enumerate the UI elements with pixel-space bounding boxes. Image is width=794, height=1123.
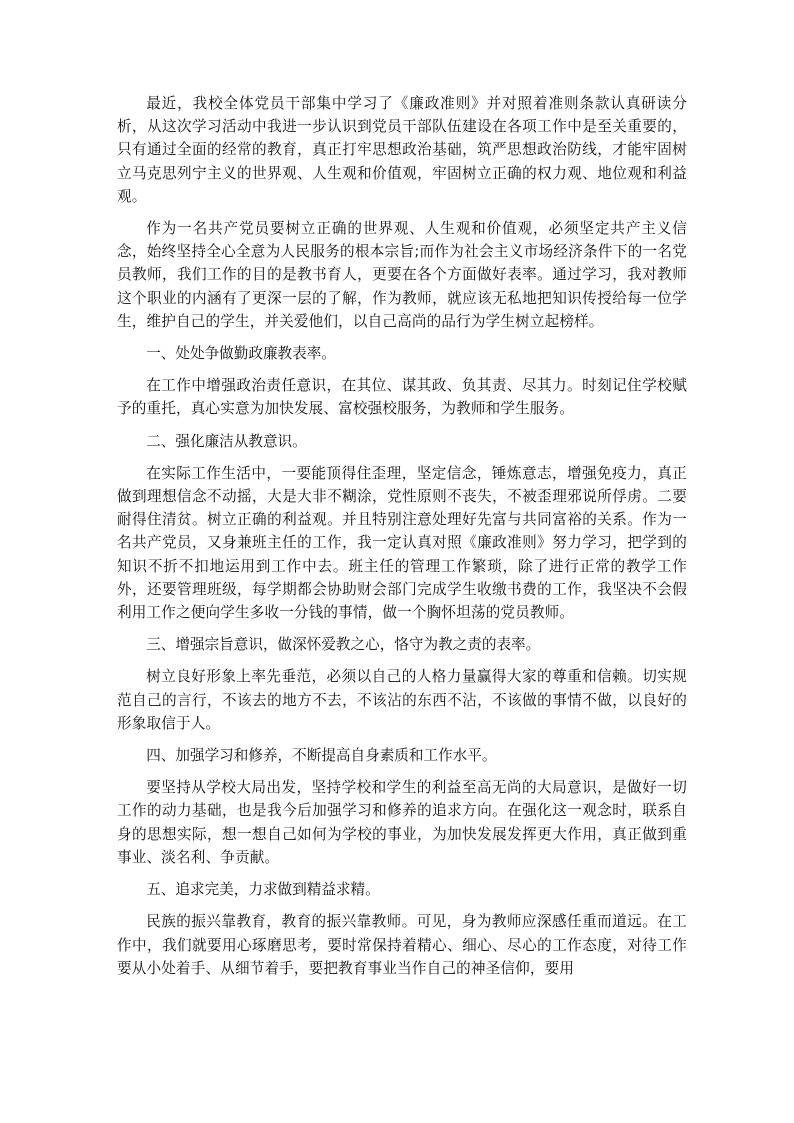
section-heading-4: 四、加强学习和修养，不断提高自身素质和工作水平。 (146, 747, 497, 765)
section-heading-5: 五、追求完美，力求做到精益求精。 (146, 881, 380, 899)
section-heading-3: 三、增强宗旨意识，做深怀爱教之心，恪守为教之责的表率。 (146, 636, 541, 654)
paragraph-section-3: 树立良好形象上率先垂范，必须以自己的人格力量赢得大家的尊重和信赖。切实规范自己的言行，不该去的地方不去，不该沾的东西不沾，不该做的事情不做，以良好的形象取信于人。 (117, 668, 687, 732)
paragraph-section-4: 要坚持从学校大局出发，坚持学校和学生的利益至高无尚的大局意识，是做好一切工作的动力基础，也是我今后加强学习和修养的追求方向。在强化这一观念时，联系自身的思想实际，想一想自己如何为学校的事业，为加快发展发挥更大作用，真正做到重事业、淡名利、争贡献。 (117, 779, 687, 866)
paragraph-section-2: 在实际工作生活中，一要能顶得住歪理，坚定信念，锤炼意志，增强免疫力，真正做到理想信念不动摇，大是大非不糊涂，党性原则不丧失，不被歪理邪说所俘虏。二要耐得住清贫。树立正确的利益观。并且特别注意处理好先富与共同富裕的关系。作为一名共产党员，又身兼班主任的工作，我一定认真对照《廉政准则》努力学习，把学到的知识不折不扣地运用到工作中去。班主任的管理工作繁琐，除了进行正常的教学工作外，还要管理班级，每学期都会协助财会部门完成学生收缴书费的工作，我坚决不会假利用工作之便向学生多收一分钱的事情，做一个胸怀坦荡的党员教师。 (117, 464, 687, 622)
section-heading-1: 一、处处争做勤政廉教表率。 (146, 345, 336, 363)
paragraph-section-1: 在工作中增强政治责任意识，在其位、谋其政、负其责、尽其力。时刻记住学校赋予的重托，真心实意为加快发展、富校强校服务，为教师和学生服务。 (117, 377, 687, 418)
paragraph-section-5: 民族的振兴靠教育，教育的振兴靠教师。可见，身为教师应深感任重而道远。在工作中，我们就要用心琢磨思考，要时常保持着精心、细心、尽心的工作态度，对待工作要从小处着手、从细节着手，要把教育事业当作自己的神圣信仰，要用 (117, 913, 687, 977)
section-heading-2: 二、强化廉洁从教意识。 (146, 432, 307, 450)
document-page (117, 92, 687, 989)
paragraph-intro: 最近，我校全体党员干部集中学习了《廉政准则》并对照着准则条款认真研读分析，从这次学习活动中我进一步认识到党员干部队伍建设在各项工作中是至关重要的，只有通过全面的经常的教育，真正打牢思想政治基础，筑严思想政治防线，才能牢固树立马克思列宁主义的世界观、人生观和价值观，牢固树立正确的权力观、地位观和利益观。 (117, 95, 687, 205)
paragraph-worldview: 作为一名共产党员要树立正确的世界观、人生观和价值观，必须坚定共产主义信念，始终坚持全心全意为人民服务的根本宗旨;而作为社会主义市场经济条件下的一名党员教师，我们工作的目的是教书育人，更要在各个方面做好表率。通过学习，我对教师这个职业的内涵有了更深一层的了解，作为教师，就应该无私地把知识传授给每一位学生，维护自己的学生，并关爱他们，以自己高尚的品行为学生树立起榜样。 (117, 220, 687, 330)
